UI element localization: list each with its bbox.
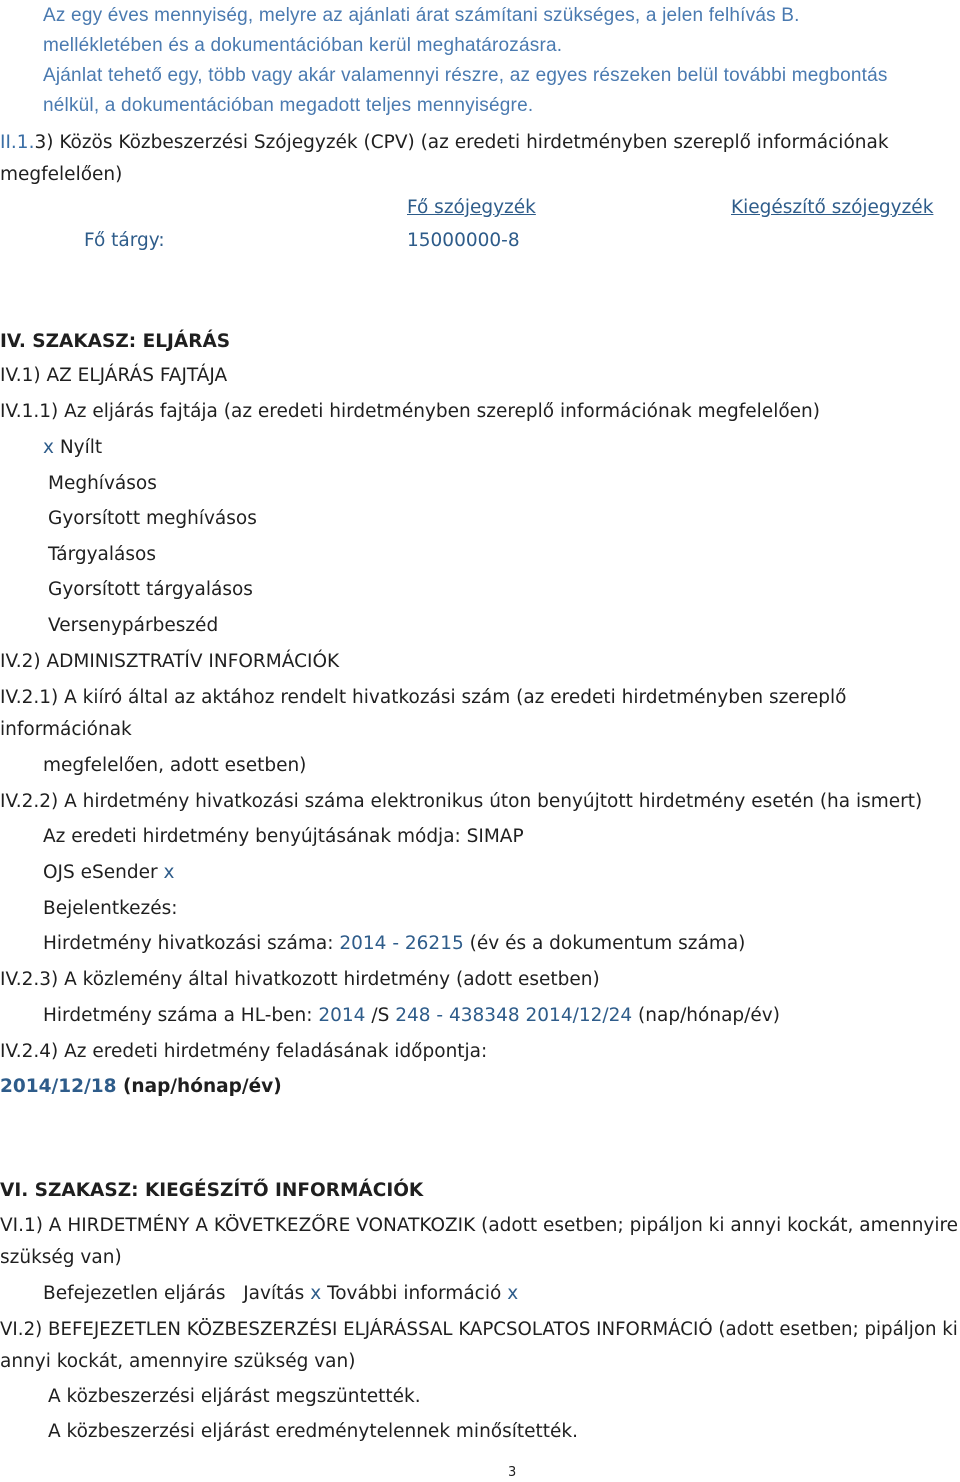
section-4-2-1-line-2: információnak (0, 719, 132, 740)
checked-mark: x (163, 862, 175, 883)
option-correction[interactable]: Javítás (243, 1283, 305, 1304)
cpv-col-main: Fő szójegyzék (407, 197, 536, 218)
ref-label: Hirdetmény hivatkozási száma: (43, 933, 334, 954)
section-6-2-line-2: annyi kockát, amennyire szükség van) (0, 1351, 356, 1372)
option-negotiated[interactable]: Tárgyalásos (48, 544, 156, 565)
option-competitive-dialogue[interactable]: Versenypárbeszéd (48, 615, 219, 636)
checked-mark: x (310, 1283, 322, 1304)
option-accelerated-restricted[interactable]: Gyorsított meghívásos (48, 508, 257, 529)
ref-sep: - (392, 933, 399, 954)
section-4-1-1: IV.1.1) Az eljárás fajtája (az eredeti hirdetményben szereplő információnak megfelelően) (0, 401, 820, 422)
notice-type-options (43, 1282, 518, 1306)
ojs-esender-option[interactable] (43, 861, 174, 885)
option-additional-info[interactable]: További információ (327, 1283, 502, 1304)
section-4-2-title: IV.2) ADMINISZTRATÍV INFORMÁCIÓK (0, 651, 340, 672)
section-4-1-title: IV.1) AZ ELJÁRÁS FAJTÁJA (0, 365, 228, 386)
hl-dash: - (436, 1005, 444, 1026)
checked-mark: x (507, 1283, 519, 1304)
cpv-heading-line-2: megfelelően) (0, 164, 123, 185)
cpv-main-label: Fő tárgy: (84, 230, 165, 251)
dispatch-date-format: (nap/hónap/év) (122, 1076, 282, 1097)
section-6-1-line-1: VI.1) A HIRDETMÉNY A KÖVETKEZŐRE VONATKOZIK (adott esetben; pipáljon ki annyi kockát, amennyire (0, 1215, 959, 1236)
hl-date: 2014/12/24 (525, 1005, 633, 1026)
cpv-heading (0, 131, 889, 155)
option-procedure-discontinued[interactable]: A közbeszerzési eljárást megszüntették. (48, 1386, 421, 1407)
hl-format: (nap/hónap/év) (638, 1005, 780, 1026)
section-6-2-line-1: VI.2) BEFEJEZETLEN KÖZBESZERZÉSI ELJÁRÁSSAL KAPCSOLATOS INFORMÁCIÓ (adott esetben; pipáljon ki (0, 1319, 958, 1340)
dispatch-date: 2014/12/18 (0, 1076, 117, 1097)
section-6-title: VI. SZAKASZ: KIEGÉSZÍTŐ INFORMÁCIÓK (0, 1180, 424, 1201)
option-restricted[interactable]: Meghívásos (48, 473, 157, 494)
reference-number-row (43, 932, 745, 956)
cpv-heading-text: 3) Közös Közbeszerzési Szójegyzék (CPV) (az eredeti hirdetményben szereplő információnak (34, 132, 889, 153)
cpv-main-code: 15000000-8 (407, 230, 520, 251)
option-incomplete[interactable]: Befejezetlen eljárás (43, 1283, 226, 1304)
hl-year: 2014 (318, 1005, 366, 1026)
section-4-2-3: IV.2.3) A közlemény által hivatkozott hirdetmény (adott esetben) (0, 969, 600, 990)
intro-line-1: Az egy éves mennyiség, melyre az ajánlati árat számítani szükséges, a jelen felhívás B. (43, 5, 800, 26)
dispatch-date-row (0, 1075, 282, 1099)
ref-suffix: (év és a dokumentum száma) (469, 933, 746, 954)
hl-number-row (43, 1004, 780, 1028)
ref-number: 26215 (404, 933, 464, 954)
section-4-2-1-line-1: IV.2.1) A kiíró által az aktához rendelt hivatkozási szám (az eredeti hirdetményben szereplő (0, 687, 847, 708)
section-4-title: IV. SZAKASZ: ELJÁRÁS (0, 331, 231, 352)
hl-label: Hirdetmény száma a HL-ben: (43, 1005, 313, 1026)
section-4-2-1-line-3: megfelelően, adott esetben) (43, 755, 307, 776)
cpv-col-supplementary: Kiegészítő szójegyzék (731, 197, 934, 218)
login-label: Bejelentkezés: (43, 898, 178, 919)
intro-line-4: nélkül, a dokumentációban megadott teljes mennyiségre. (43, 95, 534, 116)
option-procedure-unsuccessful[interactable]: A közbeszerzési eljárást eredménytelennek minősítették. (48, 1421, 579, 1442)
page-number: 3 (508, 1465, 517, 1480)
intro-line-3: Ajánlat tehető egy, több vagy akár valamennyi részre, az egyes részeken belül további megbontás (43, 65, 888, 86)
option-open[interactable] (43, 436, 102, 460)
option-accelerated-negotiated[interactable]: Gyorsított tárgyalásos (48, 579, 253, 600)
checked-mark: x (43, 437, 54, 458)
ojs-label: OJS eSender (43, 862, 158, 883)
hl-s: /S (371, 1005, 390, 1026)
intro-line-2: mellékletében és a dokumentációban kerül meghatározásra. (43, 35, 563, 56)
hl-issue: 248 (395, 1005, 431, 1026)
hl-number: 438348 (449, 1005, 520, 1026)
section-6-1-line-2: szükség van) (0, 1247, 122, 1268)
section-4-2-2: IV.2.2) A hirdetmény hivatkozási száma elektronikus úton benyújtott hirdetmény esetén (ha ismert) (0, 791, 923, 812)
submission-mode: Az eredeti hirdetmény benyújtásának módja: SIMAP (43, 826, 524, 847)
cpv-prefix: II.1. (0, 132, 35, 153)
section-4-2-4: IV.2.4) Az eredeti hirdetmény feladásának időpontja: (0, 1041, 488, 1062)
ref-year: 2014 (339, 933, 387, 954)
option-label: Nyílt (59, 437, 103, 458)
